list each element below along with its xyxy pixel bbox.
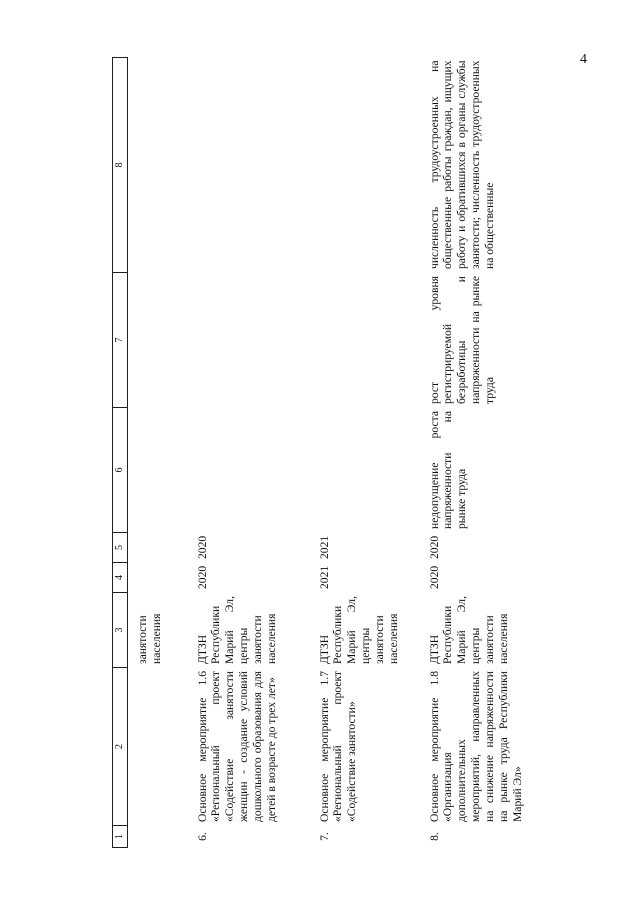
page-number: 4 [580, 52, 587, 67]
table-row [420, 58, 590, 848]
col-header-6: 6 [113, 408, 128, 533]
consequence-cell [310, 408, 420, 533]
col-header-5: 5 [113, 533, 128, 563]
measure-cell: Основное мероприятие 1.8 «Организация дополнительных мероприятий, направленных на снижение напряженности на рынке труда Республики Марий Эл» [427, 671, 524, 822]
executor-cell: ДТЗН Республики Марий Эл, центры занятости населения [427, 596, 511, 664]
col-header-3: 3 [113, 593, 128, 668]
column-number-header [113, 58, 128, 848]
rotated-table-sheet [112, 58, 582, 848]
measure-cell [128, 668, 188, 826]
end-year-cell: 2021 [317, 535, 331, 559]
col-header-7: 7 [113, 273, 128, 408]
consequence-cell [188, 408, 310, 533]
col-header-1: 1 [113, 826, 128, 848]
start-year-cell: 2020 [427, 565, 441, 589]
indicator-cell [128, 58, 188, 273]
row-number: 6. [195, 832, 209, 841]
table-row [310, 58, 420, 848]
executor-cell: ДТЗН Республики Марий Эл, центры занятости населения [317, 596, 401, 664]
end-year-cell [128, 533, 188, 563]
table-row [188, 58, 310, 848]
end-year-cell: 2020 [195, 535, 209, 559]
link-cell [310, 273, 420, 408]
indicator-cell: численность трудоустроенных на общественные работы граждан, ищущих работу и обратившихся в органы службы занятости; численность трудоустроенных на общественные [427, 60, 497, 269]
start-year-cell: 2020 [195, 565, 209, 589]
link-cell: рост уровня регистрируемой безработицы и напряженности на рынке труда [427, 276, 497, 404]
col-header-2: 2 [113, 668, 128, 826]
link-cell [128, 273, 188, 408]
executor-cell: ДТЗН Республики Марий Эл, центры занятости населения [195, 596, 279, 664]
measure-cell: Основное мероприятие 1.7 «Региональный проект «Содействие занятости» [317, 671, 359, 822]
measure-cell: Основное мероприятие 1.6 «Региональный проект «Содействие занятости женщин - создание условий дошкольного образования для детей в возрасте до трех лет» [195, 671, 279, 822]
row-number [128, 826, 188, 848]
row-number: 7. [317, 832, 331, 841]
col-header-4: 4 [113, 563, 128, 593]
start-year-cell [128, 563, 188, 593]
indicator-cell [310, 58, 420, 273]
consequence-cell: недопущение роста напряженности на рынке труда [427, 411, 469, 529]
start-year-cell: 2021 [317, 565, 331, 589]
executor-cell: занятости населения [136, 613, 163, 664]
link-cell [188, 273, 310, 408]
col-header-8: 8 [113, 58, 128, 273]
end-year-cell: 2020 [427, 535, 441, 559]
indicator-cell [188, 58, 310, 273]
measures-table [112, 57, 590, 848]
table-row [128, 58, 188, 848]
consequence-cell [128, 408, 188, 533]
row-number: 8. [427, 832, 441, 841]
